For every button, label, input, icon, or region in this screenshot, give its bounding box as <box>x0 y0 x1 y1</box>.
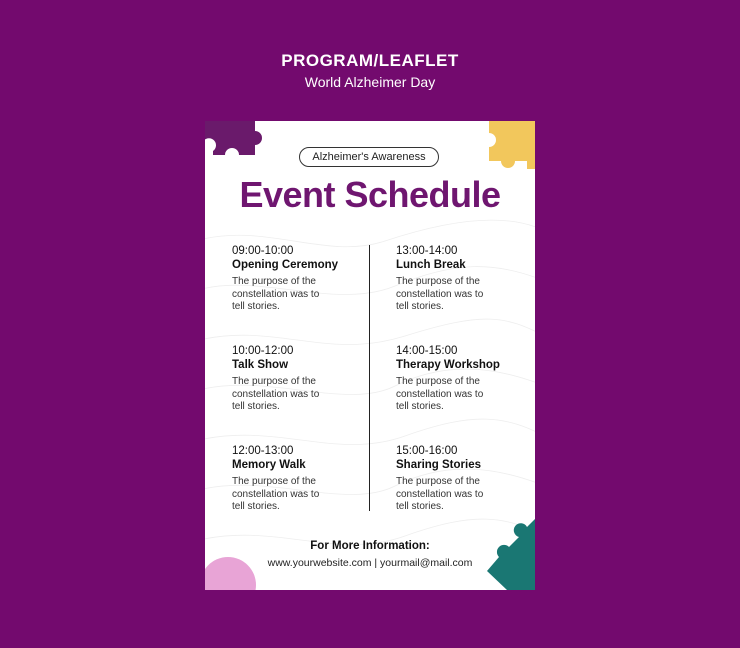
awareness-badge: Alzheimer's Awareness <box>299 147 439 167</box>
more-info-label: For More Information: <box>310 540 430 552</box>
schedule-description: The purpose of the constellation was to tell stories. <box>232 376 320 412</box>
schedule-description: The purpose of the constellation was to tell stories. <box>232 476 320 512</box>
schedule-name: Sharing Stories <box>396 459 481 471</box>
puzzle-piece-icon <box>485 519 535 590</box>
schedule-item <box>396 445 535 514</box>
header-title: PROGRAM/LEAFLET <box>281 51 459 70</box>
schedule-name: Memory Walk <box>232 459 306 471</box>
schedule-time: 12:00-13:00 <box>232 445 294 457</box>
puzzle-piece-icon <box>205 121 267 169</box>
schedule-item <box>396 245 535 314</box>
schedule-description: The purpose of the constellation was to tell stories. <box>396 476 484 512</box>
schedule-item <box>232 445 372 514</box>
page-header <box>0 50 740 91</box>
schedule-name: Therapy Workshop <box>396 359 500 371</box>
schedule-time: 10:00-12:00 <box>232 345 294 357</box>
schedule-description: The purpose of the constellation was to tell stories. <box>232 276 320 312</box>
schedule-time: 13:00-14:00 <box>396 245 458 257</box>
schedule-description: The purpose of the constellation was to tell stories. <box>396 276 484 312</box>
schedule-time: 09:00-10:00 <box>232 245 294 257</box>
leaflet <box>205 121 535 590</box>
schedule-time: 14:00-15:00 <box>396 345 458 357</box>
schedule-time: 15:00-16:00 <box>396 445 458 457</box>
event-title: Event Schedule <box>239 174 501 215</box>
schedule-item <box>232 345 372 414</box>
schedule-name: Talk Show <box>232 359 289 371</box>
header-subtitle: World Alzheimer Day <box>304 74 436 90</box>
schedule-item <box>396 345 535 414</box>
schedule-name: Opening Ceremony <box>232 259 339 271</box>
schedule-description: The purpose of the constellation was to tell stories. <box>396 376 484 412</box>
schedule-name: Lunch Break <box>396 259 466 271</box>
schedule-item <box>232 245 372 314</box>
puzzle-piece-icon <box>483 121 535 169</box>
contact-info: www.yourwebsite.com | yourmail@mail.com <box>267 557 473 569</box>
